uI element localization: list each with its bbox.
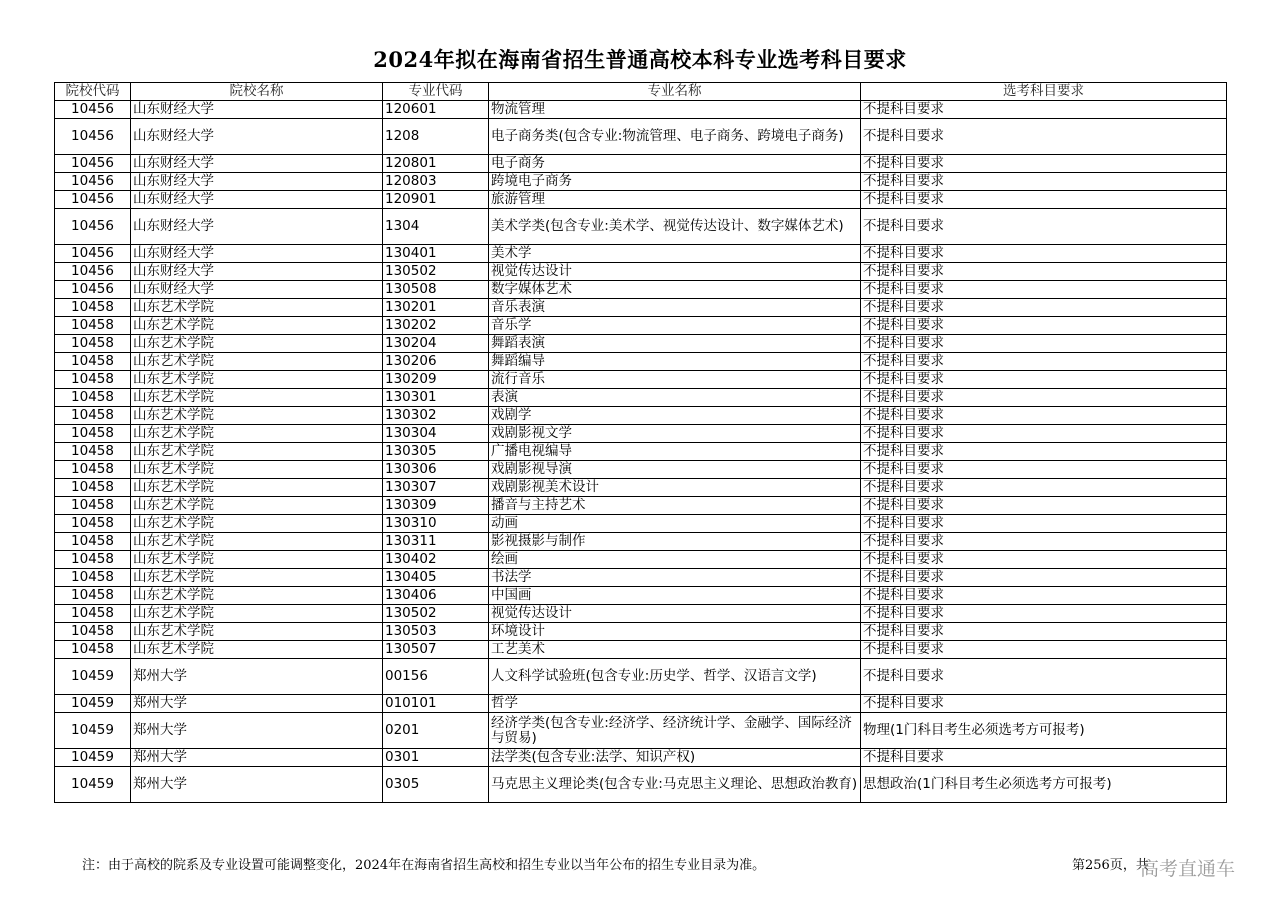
cell-major-code: 130309 bbox=[383, 497, 489, 515]
cell-subject-requirement: 不提科目要求 bbox=[861, 191, 1227, 209]
cell-school-name: 山东财经大学 bbox=[131, 101, 383, 119]
cell-school-name: 郑州大学 bbox=[131, 695, 383, 713]
table-row bbox=[55, 335, 1227, 353]
header-school-name: 院校名称 bbox=[131, 83, 383, 101]
cell-major-name: 法学类(包含专业:法学、知识产权) bbox=[489, 749, 861, 767]
cell-subject-requirement: 不提科目要求 bbox=[861, 497, 1227, 515]
cell-school-name: 山东艺术学院 bbox=[131, 443, 383, 461]
cell-subject-requirement: 不提科目要求 bbox=[861, 389, 1227, 407]
cell-major-name: 电子商务 bbox=[489, 155, 861, 173]
cell-school-name: 山东艺术学院 bbox=[131, 623, 383, 641]
admissions-table bbox=[54, 82, 1227, 803]
cell-school-name: 山东艺术学院 bbox=[131, 605, 383, 623]
watermark: 高考直通车 bbox=[1140, 858, 1236, 880]
cell-major-name: 戏剧影视导演 bbox=[489, 461, 861, 479]
cell-major-code: 130306 bbox=[383, 461, 489, 479]
table-row bbox=[55, 389, 1227, 407]
table-row bbox=[55, 695, 1227, 713]
page-number: 第256页，共 bbox=[1072, 858, 1149, 873]
table-row bbox=[55, 425, 1227, 443]
cell-school-name: 山东财经大学 bbox=[131, 245, 383, 263]
cell-school-code: 10458 bbox=[55, 299, 131, 317]
cell-subject-requirement: 不提科目要求 bbox=[861, 209, 1227, 245]
cell-subject-requirement: 不提科目要求 bbox=[861, 551, 1227, 569]
cell-major-name: 绘画 bbox=[489, 551, 861, 569]
table-row bbox=[55, 353, 1227, 371]
cell-school-name: 山东艺术学院 bbox=[131, 389, 383, 407]
cell-subject-requirement: 不提科目要求 bbox=[861, 605, 1227, 623]
cell-school-name: 郑州大学 bbox=[131, 659, 383, 695]
cell-school-code: 10458 bbox=[55, 551, 131, 569]
cell-subject-requirement: 不提科目要求 bbox=[861, 515, 1227, 533]
cell-school-code: 10458 bbox=[55, 371, 131, 389]
cell-major-code: 120803 bbox=[383, 173, 489, 191]
cell-school-name: 山东艺术学院 bbox=[131, 533, 383, 551]
cell-subject-requirement: 物理(1门科目考生必须选考方可报考) bbox=[861, 713, 1227, 749]
cell-school-name: 山东艺术学院 bbox=[131, 515, 383, 533]
cell-major-code: 130204 bbox=[383, 335, 489, 353]
cell-major-name: 音乐表演 bbox=[489, 299, 861, 317]
cell-major-code: 130401 bbox=[383, 245, 489, 263]
cell-major-code: 130402 bbox=[383, 551, 489, 569]
cell-school-name: 山东艺术学院 bbox=[131, 353, 383, 371]
cell-major-code: 130307 bbox=[383, 479, 489, 497]
cell-school-name: 山东财经大学 bbox=[131, 119, 383, 155]
cell-major-code: 120901 bbox=[383, 191, 489, 209]
cell-subject-requirement: 不提科目要求 bbox=[861, 299, 1227, 317]
cell-school-code: 10456 bbox=[55, 191, 131, 209]
cell-school-code: 10458 bbox=[55, 461, 131, 479]
footnote: 注：由于高校的院系及专业设置可能调整变化，2024年在海南省招生高校和招生专业以当年公布的招生专业目录为准。 bbox=[82, 858, 766, 873]
cell-school-code: 10458 bbox=[55, 533, 131, 551]
cell-school-name: 山东财经大学 bbox=[131, 173, 383, 191]
table-row bbox=[55, 155, 1227, 173]
table-row bbox=[55, 119, 1227, 155]
header-school-code: 院校代码 bbox=[55, 83, 131, 101]
table-row bbox=[55, 443, 1227, 461]
cell-major-name: 数字媒体艺术 bbox=[489, 281, 861, 299]
table-row bbox=[55, 569, 1227, 587]
cell-subject-requirement: 思想政治(1门科目考生必须选考方可报考) bbox=[861, 767, 1227, 803]
cell-school-code: 10456 bbox=[55, 245, 131, 263]
table-row bbox=[55, 767, 1227, 803]
cell-subject-requirement: 不提科目要求 bbox=[861, 659, 1227, 695]
cell-school-code: 10456 bbox=[55, 119, 131, 155]
cell-school-code: 10456 bbox=[55, 155, 131, 173]
table-row bbox=[55, 515, 1227, 533]
table-body bbox=[55, 101, 1227, 803]
cell-major-name: 环境设计 bbox=[489, 623, 861, 641]
cell-subject-requirement: 不提科目要求 bbox=[861, 461, 1227, 479]
cell-major-code: 00156 bbox=[383, 659, 489, 695]
cell-major-name: 动画 bbox=[489, 515, 861, 533]
cell-major-code: 130507 bbox=[383, 641, 489, 659]
cell-school-name: 山东艺术学院 bbox=[131, 569, 383, 587]
table-row bbox=[55, 299, 1227, 317]
cell-subject-requirement: 不提科目要求 bbox=[861, 155, 1227, 173]
cell-major-code: 120601 bbox=[383, 101, 489, 119]
cell-major-code: 0301 bbox=[383, 749, 489, 767]
cell-major-name: 电子商务类(包含专业:物流管理、电子商务、跨境电子商务) bbox=[489, 119, 861, 155]
cell-major-name: 播音与主持艺术 bbox=[489, 497, 861, 515]
table-row bbox=[55, 623, 1227, 641]
header-major-name: 专业名称 bbox=[489, 83, 861, 101]
table-row bbox=[55, 245, 1227, 263]
cell-school-code: 10459 bbox=[55, 659, 131, 695]
cell-school-name: 山东财经大学 bbox=[131, 155, 383, 173]
cell-school-name: 山东艺术学院 bbox=[131, 371, 383, 389]
table-row bbox=[55, 281, 1227, 299]
cell-subject-requirement: 不提科目要求 bbox=[861, 173, 1227, 191]
cell-subject-requirement: 不提科目要求 bbox=[861, 479, 1227, 497]
table-row bbox=[55, 587, 1227, 605]
cell-major-code: 120801 bbox=[383, 155, 489, 173]
cell-major-name: 戏剧影视美术设计 bbox=[489, 479, 861, 497]
cell-school-code: 10459 bbox=[55, 767, 131, 803]
cell-major-name: 戏剧影视文学 bbox=[489, 425, 861, 443]
cell-school-code: 10458 bbox=[55, 425, 131, 443]
cell-school-name: 山东财经大学 bbox=[131, 281, 383, 299]
cell-major-name: 美术学 bbox=[489, 245, 861, 263]
table-row bbox=[55, 371, 1227, 389]
cell-major-code: 130406 bbox=[383, 587, 489, 605]
cell-major-name: 旅游管理 bbox=[489, 191, 861, 209]
cell-school-name: 山东艺术学院 bbox=[131, 497, 383, 515]
cell-school-name: 郑州大学 bbox=[131, 749, 383, 767]
cell-subject-requirement: 不提科目要求 bbox=[861, 317, 1227, 335]
cell-subject-requirement: 不提科目要求 bbox=[861, 425, 1227, 443]
cell-major-code: 1208 bbox=[383, 119, 489, 155]
cell-school-code: 10459 bbox=[55, 749, 131, 767]
cell-major-code: 130201 bbox=[383, 299, 489, 317]
cell-school-name: 山东财经大学 bbox=[131, 263, 383, 281]
cell-school-code: 10458 bbox=[55, 623, 131, 641]
cell-school-name: 山东艺术学院 bbox=[131, 551, 383, 569]
table-row bbox=[55, 191, 1227, 209]
cell-subject-requirement: 不提科目要求 bbox=[861, 335, 1227, 353]
cell-school-code: 10458 bbox=[55, 317, 131, 335]
table-row bbox=[55, 713, 1227, 749]
cell-major-name: 美术学类(包含专业:美术学、视觉传达设计、数字媒体艺术) bbox=[489, 209, 861, 245]
table-row bbox=[55, 659, 1227, 695]
cell-school-name: 山东艺术学院 bbox=[131, 461, 383, 479]
cell-major-code: 1304 bbox=[383, 209, 489, 245]
cell-subject-requirement: 不提科目要求 bbox=[861, 623, 1227, 641]
cell-school-code: 10456 bbox=[55, 209, 131, 245]
cell-major-code: 130301 bbox=[383, 389, 489, 407]
cell-major-name: 工艺美术 bbox=[489, 641, 861, 659]
cell-subject-requirement: 不提科目要求 bbox=[861, 533, 1227, 551]
cell-major-code: 0305 bbox=[383, 767, 489, 803]
cell-school-code: 10459 bbox=[55, 695, 131, 713]
cell-subject-requirement: 不提科目要求 bbox=[861, 641, 1227, 659]
cell-school-name: 山东艺术学院 bbox=[131, 587, 383, 605]
table-row bbox=[55, 461, 1227, 479]
cell-major-code: 130405 bbox=[383, 569, 489, 587]
cell-subject-requirement: 不提科目要求 bbox=[861, 443, 1227, 461]
cell-school-name: 山东艺术学院 bbox=[131, 641, 383, 659]
cell-school-code: 10458 bbox=[55, 407, 131, 425]
cell-school-code: 10458 bbox=[55, 569, 131, 587]
cell-major-code: 130502 bbox=[383, 263, 489, 281]
table-row bbox=[55, 749, 1227, 767]
table-row bbox=[55, 497, 1227, 515]
cell-school-code: 10456 bbox=[55, 173, 131, 191]
table-header-row bbox=[55, 83, 1227, 101]
cell-major-code: 130305 bbox=[383, 443, 489, 461]
cell-major-name: 舞蹈编导 bbox=[489, 353, 861, 371]
cell-subject-requirement: 不提科目要求 bbox=[861, 695, 1227, 713]
cell-major-name: 影视摄影与制作 bbox=[489, 533, 861, 551]
header-major-code: 专业代码 bbox=[383, 83, 489, 101]
cell-subject-requirement: 不提科目要求 bbox=[861, 371, 1227, 389]
cell-major-code: 130302 bbox=[383, 407, 489, 425]
cell-school-code: 10458 bbox=[55, 605, 131, 623]
table-row bbox=[55, 641, 1227, 659]
cell-subject-requirement: 不提科目要求 bbox=[861, 749, 1227, 767]
table-row bbox=[55, 173, 1227, 191]
cell-school-name: 山东艺术学院 bbox=[131, 335, 383, 353]
table-row bbox=[55, 317, 1227, 335]
cell-major-name: 音乐学 bbox=[489, 317, 861, 335]
header-subject-requirement: 选考科目要求 bbox=[861, 83, 1227, 101]
cell-subject-requirement: 不提科目要求 bbox=[861, 407, 1227, 425]
table-row bbox=[55, 209, 1227, 245]
cell-major-code: 130304 bbox=[383, 425, 489, 443]
cell-school-code: 10458 bbox=[55, 497, 131, 515]
cell-school-code: 10458 bbox=[55, 479, 131, 497]
cell-major-name: 流行音乐 bbox=[489, 371, 861, 389]
cell-school-name: 郑州大学 bbox=[131, 767, 383, 803]
cell-major-name: 跨境电子商务 bbox=[489, 173, 861, 191]
cell-subject-requirement: 不提科目要求 bbox=[861, 569, 1227, 587]
cell-major-name: 书法学 bbox=[489, 569, 861, 587]
cell-major-name: 广播电视编导 bbox=[489, 443, 861, 461]
table-row bbox=[55, 533, 1227, 551]
cell-subject-requirement: 不提科目要求 bbox=[861, 263, 1227, 281]
table-row bbox=[55, 479, 1227, 497]
cell-subject-requirement: 不提科目要求 bbox=[861, 245, 1227, 263]
cell-major-name: 表演 bbox=[489, 389, 861, 407]
cell-school-code: 10456 bbox=[55, 281, 131, 299]
page-title: 2024年拟在海南省招生普通高校本科专业选考科目要求 bbox=[373, 47, 907, 72]
cell-major-code: 130311 bbox=[383, 533, 489, 551]
cell-school-name: 山东艺术学院 bbox=[131, 317, 383, 335]
cell-subject-requirement: 不提科目要求 bbox=[861, 587, 1227, 605]
cell-major-code: 010101 bbox=[383, 695, 489, 713]
cell-school-code: 10459 bbox=[55, 713, 131, 749]
cell-school-code: 10458 bbox=[55, 335, 131, 353]
cell-major-code: 130209 bbox=[383, 371, 489, 389]
cell-school-code: 10458 bbox=[55, 353, 131, 371]
cell-major-name: 人文科学试验班(包含专业:历史学、哲学、汉语言文学) bbox=[489, 659, 861, 695]
cell-school-name: 山东财经大学 bbox=[131, 191, 383, 209]
cell-major-name: 物流管理 bbox=[489, 101, 861, 119]
cell-major-code: 130202 bbox=[383, 317, 489, 335]
cell-school-name: 山东财经大学 bbox=[131, 209, 383, 245]
cell-major-code: 130206 bbox=[383, 353, 489, 371]
cell-subject-requirement: 不提科目要求 bbox=[861, 281, 1227, 299]
cell-subject-requirement: 不提科目要求 bbox=[861, 353, 1227, 371]
table-row bbox=[55, 407, 1227, 425]
cell-school-code: 10458 bbox=[55, 641, 131, 659]
cell-school-code: 10456 bbox=[55, 263, 131, 281]
cell-subject-requirement: 不提科目要求 bbox=[861, 119, 1227, 155]
cell-major-code: 0201 bbox=[383, 713, 489, 749]
cell-subject-requirement: 不提科目要求 bbox=[861, 101, 1227, 119]
cell-school-code: 10458 bbox=[55, 515, 131, 533]
cell-school-code: 10458 bbox=[55, 587, 131, 605]
cell-major-code: 130508 bbox=[383, 281, 489, 299]
cell-major-name: 哲学 bbox=[489, 695, 861, 713]
table-row bbox=[55, 551, 1227, 569]
cell-school-name: 山东艺术学院 bbox=[131, 425, 383, 443]
cell-school-name: 山东艺术学院 bbox=[131, 479, 383, 497]
cell-school-code: 10458 bbox=[55, 389, 131, 407]
cell-school-name: 郑州大学 bbox=[131, 713, 383, 749]
cell-major-name: 视觉传达设计 bbox=[489, 263, 861, 281]
table-row bbox=[55, 605, 1227, 623]
cell-major-code: 130503 bbox=[383, 623, 489, 641]
cell-major-code: 130502 bbox=[383, 605, 489, 623]
cell-school-code: 10458 bbox=[55, 443, 131, 461]
table-row bbox=[55, 101, 1227, 119]
cell-major-code: 130310 bbox=[383, 515, 489, 533]
cell-school-code: 10456 bbox=[55, 101, 131, 119]
cell-major-name: 中国画 bbox=[489, 587, 861, 605]
cell-school-name: 山东艺术学院 bbox=[131, 299, 383, 317]
cell-major-name: 马克思主义理论类(包含专业:马克思主义理论、思想政治教育) bbox=[489, 767, 861, 803]
cell-school-name: 山东艺术学院 bbox=[131, 407, 383, 425]
table-row bbox=[55, 263, 1227, 281]
cell-major-name: 经济学类(包含专业:经济学、经济统计学、金融学、国际经济与贸易) bbox=[489, 713, 861, 749]
cell-major-name: 视觉传达设计 bbox=[489, 605, 861, 623]
cell-major-name: 戏剧学 bbox=[489, 407, 861, 425]
cell-major-name: 舞蹈表演 bbox=[489, 335, 861, 353]
